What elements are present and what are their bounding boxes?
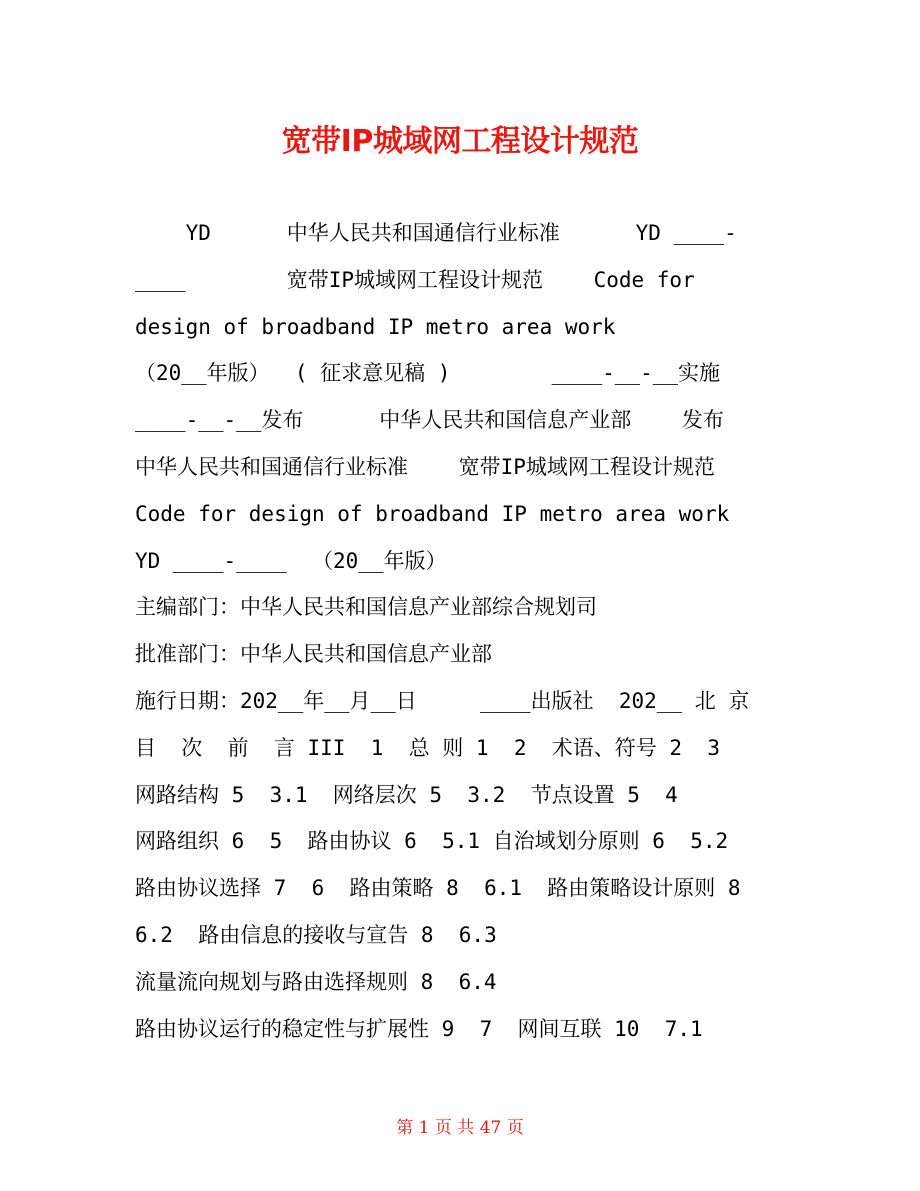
- toc-line: 流量流向规划与路由选择规则 8 6.4: [135, 969, 497, 994]
- toc-line: 路由协议运行的稳定性与扩展性 9 7 网间互联 10 7.1: [135, 1016, 703, 1041]
- body-line: ____ 宽带IP城域网工程设计规范 Code for: [135, 267, 695, 292]
- body-line: Code for design of broadband IP metro area work: [135, 501, 730, 526]
- body-line: ____-__-__发布 中华人民共和国信息产业部 发布: [135, 408, 724, 433]
- toc-line: 目 次 前 言 III 1 总 则 1 2 术语、符号 2 3: [135, 735, 721, 760]
- toc-line: 路由协议选择 7 6 路由策略 8 6.1 路由策略设计原则 8: [135, 876, 741, 901]
- page-footer: 第 1 页 共 47 页: [396, 1118, 524, 1138]
- body-line: （20__年版） ( 征求意见稿 ) ____-__-__实施: [135, 361, 721, 386]
- body-line: YD ____-____ （20__年版）: [135, 548, 447, 573]
- body-line: 批准部门：中华人民共和国信息产业部: [135, 642, 492, 667]
- body-line: 中华人民共和国通信行业标准 宽带IP城域网工程设计规范: [135, 454, 715, 479]
- toc-line: 6.2 路由信息的接收与宣告 8 6.3: [135, 922, 497, 947]
- toc-line: 网路组织 6 5 路由协议 6 5.1 自治域划分原则 6 5.2: [135, 829, 729, 854]
- document-title: 宽带IP城域网工程设计规范: [281, 124, 639, 159]
- body-line: 施行日期：202__年__月__日 ____出版社 202__ 北 京: [135, 688, 750, 713]
- document-body: [135, 210, 795, 1052]
- body-line: YD 中华人民共和国通信行业标准 YD ____-: [135, 221, 737, 245]
- toc-line: 网路结构 5 3.1 网络层次 5 3.2 节点设置 5 4: [135, 782, 678, 807]
- body-line: 主编部门：中华人民共和国信息产业部综合规划司: [135, 595, 597, 620]
- body-line: design of broadband IP metro area work: [135, 314, 616, 339]
